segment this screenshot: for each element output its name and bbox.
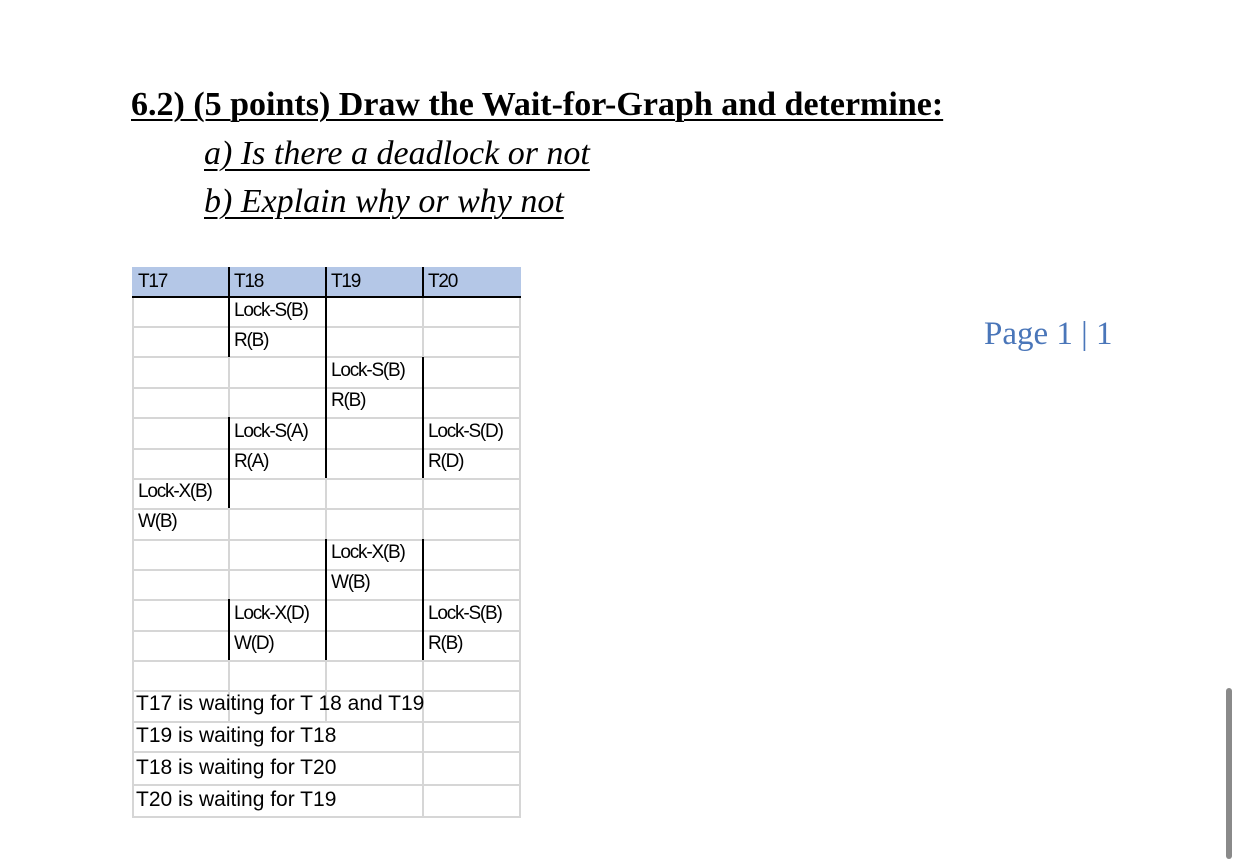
wait-note-3: T18 is waiting for T20 (136, 756, 337, 779)
t17-write-b: W(B) (138, 511, 177, 532)
wait-note-4: T20 is waiting for T19 (136, 788, 337, 811)
t17-lock-x-b: Lock-X(B) (138, 481, 212, 502)
t19-lock-s-b: Lock-S(B) (331, 360, 405, 381)
t18-lock-x-d: Lock-X(D) (234, 603, 309, 624)
t19-write-b: W(B) (331, 572, 370, 593)
t20-lock-s-d: Lock-S(D) (428, 421, 503, 442)
t19-read-b: R(B) (331, 390, 366, 411)
t20-read-b: R(B) (428, 633, 463, 654)
question-part-a: a) Is there a deadlock or not (204, 135, 590, 172)
question-title: 6.2) (5 points) Draw the Wait-for-Graph and determine: (131, 86, 944, 123)
header-t18: T18 (234, 271, 264, 292)
t18-write-d: W(D) (234, 633, 274, 654)
page-number: Page 1 | 1 (984, 316, 1113, 352)
header-t19: T19 (331, 271, 361, 292)
t19-lock-x-b: Lock-X(B) (331, 542, 405, 563)
schedule-table (132, 267, 521, 818)
t18-read-a: R(A) (234, 451, 269, 472)
question-part-b: b) Explain why or why not (204, 183, 564, 220)
wait-note-1: T17 is waiting for T 18 and T19 (136, 692, 425, 715)
t20-lock-s-b: Lock-S(B) (428, 603, 502, 624)
scrollbar-thumb[interactable] (1226, 688, 1232, 859)
header-t17: T17 (138, 271, 168, 292)
wait-note-2: T19 is waiting for T18 (136, 724, 337, 747)
t18-lock-s-b: Lock-S(B) (234, 300, 308, 321)
t20-read-d: R(D) (428, 451, 464, 472)
header-t20: T20 (428, 271, 458, 292)
t18-lock-s-a: Lock-S(A) (234, 421, 308, 442)
t18-read-b: R(B) (234, 330, 269, 351)
